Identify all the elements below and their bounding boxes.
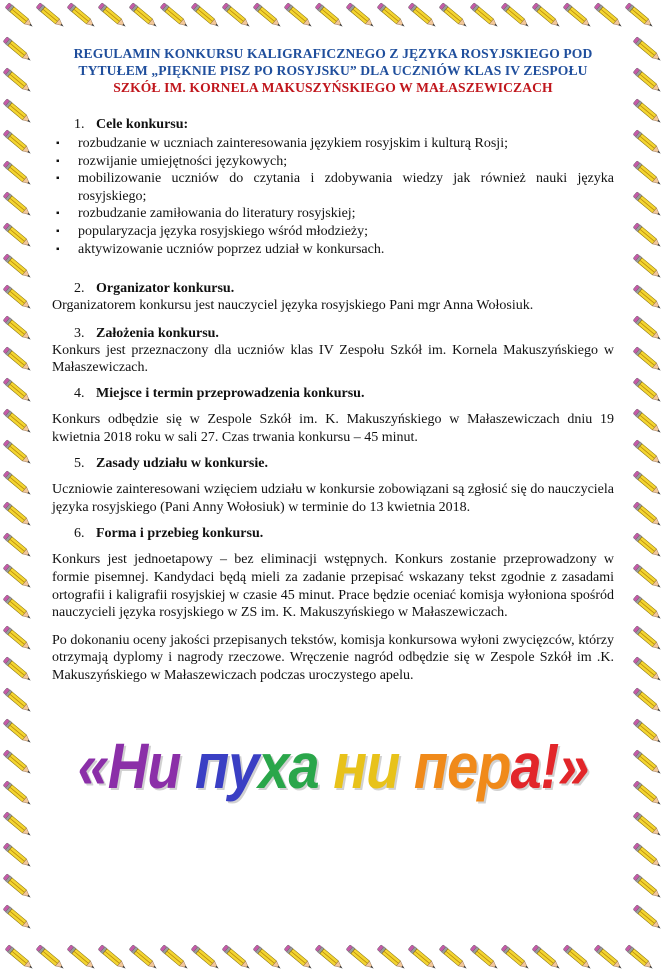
bullet-icon: ▪	[56, 208, 60, 220]
section-4-title: Miejsce i termin przeprowadzenia konkursu.	[96, 385, 365, 401]
section-1-number: 1.	[74, 117, 85, 132]
section-2-title: Organizator konkursu.	[96, 281, 235, 297]
goal-text: rozwijanie umiejętności językowych;	[78, 153, 288, 169]
goal-text: mobilizowanie uczniów do czytania i zdobywania wiedzy jak również nauki języka rosyjskiego;	[78, 171, 614, 204]
section-6-heading	[52, 525, 614, 542]
assumptions-paragraph: Konkurs jest przeznaczony dla uczniów klas IV Zespołu Szkół im. Kornela Makuszyńskiego w Małaszewiczach.	[52, 342, 614, 376]
bullet-icon: ▪	[56, 138, 60, 149]
section-3-title: Założenia konkursu.	[96, 325, 219, 341]
section-3-heading	[52, 325, 614, 342]
section-2-number: 2.	[74, 281, 85, 297]
section-6-title: Forma i przebieg konkursu.	[96, 526, 264, 542]
section-5-title: Zasady udziału w konkursie.	[96, 456, 268, 472]
place-time-paragraph: Konkurs odbędzie się w Zespole Szkół im. K. Makuszyńskiego w Małaszewiczach dniu 19 kwietnia 2018 roku w sali 27. Czas trwania konkursu – 45 minut.	[52, 411, 614, 445]
section-3-number: 3.	[74, 325, 85, 341]
goals-list	[52, 135, 614, 258]
section-1-title: Cele konkursu:	[96, 117, 189, 132]
section-4-number: 4.	[74, 385, 85, 401]
list-item	[52, 223, 614, 241]
bullet-icon: ▪	[56, 243, 60, 255]
section-1-heading	[52, 116, 614, 133]
bullet-icon: ▪	[56, 225, 60, 237]
bullet-icon: ▪	[56, 155, 60, 167]
goal-text: rozbudzanie w uczniach zainteresowania językiem rosyjskim i kulturą Rosji;	[78, 136, 508, 151]
organizer-paragraph: Organizatorem konkursu jest nauczyciel języka rosyjskiego Pani mgr Anna Wołosiuk.	[52, 298, 534, 314]
list-item	[52, 205, 614, 223]
goal-text: popularyzacja języka rosyjskiego wśród młodzieży;	[78, 223, 369, 239]
title-line-2: TYTUŁEM „PIĘKNIE PISZ PO ROSYJSKU” DLA UCZNIÓW KLAS IV ZESPOŁU	[78, 63, 588, 78]
title-line-1: REGULAMIN KONKURSU KALIGRAFICZNEGO Z JĘZYKA ROSYJSKIEGO POD	[73, 46, 593, 61]
bullet-icon: ▪	[56, 173, 60, 185]
form-paragraph-1: Konkurs jest jednoetapowy – bez eliminacji wstępnych. Konkurs zostanie przeprowadzony w formie pisemnej. Kandydaci będą mieli za zadanie przepisać wskazany tekst zgodnie z zasadami ortografii i kaligrafii rosyjskiej w czasie 45 minut. Prace będzie oceniać komisja wyłoniona spośród nauczycieli języka rosyjskiego w ZS im. K. Makuszyńskiego w Małaszewiczach.	[52, 552, 614, 621]
slogan-banner	[0, 729, 666, 802]
section-5-heading	[52, 455, 614, 472]
rules-paragraph: Uczniowie zainteresowani wzięciem udziału w konkursie zobowiązani są zgłosić się do nauczyciela języka rosyjskiego (Pani Anny Wołosiuk) w terminie do 13 kwietnia 2018.	[52, 482, 614, 515]
list-item	[52, 170, 614, 205]
goal-text: aktywizowanie uczniów poprzez udział w konkursach.	[78, 241, 385, 257]
slogan-text: «Ни пуха ни пера!»	[77, 729, 589, 802]
list-item	[52, 241, 614, 259]
form-paragraph-2: Po dokonaniu oceny jakości przepisanych tekstów, komisja konkursowa wyłoni zwycięzców, którzy otrzymają dyplomy i nagrody rzeczowe. Wręczenie nagród odbędzie się w Zespole Szkół im .K. Makuszyńskiego w Małaszewiczach podczas uroczystego apelu.	[52, 632, 614, 683]
section-4-heading	[52, 385, 614, 402]
title-line-3: SZKÓŁ IM. KORNELA MAKUSZYŃSKIEGO W MAŁASZEWICZACH	[113, 80, 553, 95]
list-item	[52, 135, 614, 153]
list-item	[52, 153, 614, 171]
section-2-heading	[52, 280, 614, 297]
section-6-number: 6.	[74, 526, 85, 542]
goal-text: rozbudzanie zamiłowania do literatury rosyjskiej;	[78, 206, 356, 222]
section-5-number: 5.	[74, 456, 85, 472]
document-title	[52, 45, 614, 96]
regulation-document	[52, 45, 614, 684]
